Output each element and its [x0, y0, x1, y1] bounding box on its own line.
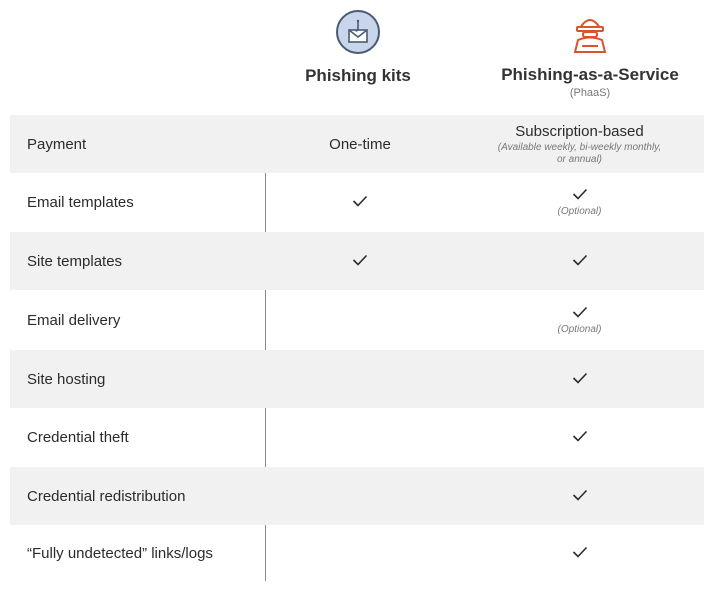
- phaas-title: Phishing-as-a-Service: [501, 65, 679, 84]
- table-row-payment: [10, 115, 704, 173]
- row-label: Payment: [27, 135, 87, 153]
- table-row-site-templates: [10, 232, 704, 290]
- check-icon: [572, 306, 588, 318]
- row-label: Credential redistribution: [27, 487, 186, 505]
- paas-cell: [455, 123, 704, 166]
- row-label: Email delivery: [27, 311, 121, 329]
- kits-cell: [265, 194, 455, 211]
- check-icon: [572, 489, 588, 501]
- row-label: Email templates: [27, 194, 134, 211]
- paas-note: (Optional): [557, 206, 602, 217]
- paas-note: (Available weekly, bi-weekly monthly, or annual): [497, 141, 662, 165]
- phishing-hook-icon: [336, 10, 380, 54]
- paas-cell: [455, 488, 704, 505]
- phaas-subtitle: (PhaaS): [569, 87, 611, 99]
- paas-cell: [455, 371, 704, 388]
- paas-cell: [455, 253, 704, 270]
- paas-cell: [455, 429, 704, 446]
- table-row-site-hosting: [10, 350, 704, 408]
- phishing-kits-title: Phishing kits: [305, 66, 411, 85]
- check-icon: [572, 372, 588, 384]
- check-icon: [352, 254, 368, 266]
- table-row-credential-theft: [10, 408, 704, 467]
- table-row-email-delivery: [10, 290, 704, 350]
- comparison-table: [10, 115, 704, 581]
- paas-value: Subscription-based: [515, 122, 644, 140]
- phaas-header: [470, 10, 710, 99]
- table-row-email-templates: [10, 173, 704, 232]
- hacker-icon: [568, 10, 612, 54]
- phishing-kits-header: [270, 10, 446, 86]
- kits-cell: [265, 253, 455, 270]
- paas-cell: [455, 545, 704, 562]
- check-icon: [352, 195, 368, 207]
- check-icon: [572, 546, 588, 558]
- table-row-credential-redistribution: [10, 467, 704, 525]
- row-label: “Fully undetected” links/logs: [27, 544, 213, 562]
- check-icon: [572, 430, 588, 442]
- kits-cell: [265, 136, 455, 153]
- table-row-fully-undetected: [10, 525, 704, 581]
- paas-note: (Optional): [557, 323, 602, 335]
- kits-value: One-time: [329, 135, 391, 153]
- check-icon: [572, 254, 588, 266]
- paas-cell: [455, 305, 704, 336]
- paas-cell: [455, 187, 704, 218]
- row-label: Credential theft: [27, 429, 129, 446]
- check-icon: [572, 188, 588, 200]
- row-label: Site hosting: [27, 370, 106, 388]
- row-label: Site templates: [27, 252, 123, 270]
